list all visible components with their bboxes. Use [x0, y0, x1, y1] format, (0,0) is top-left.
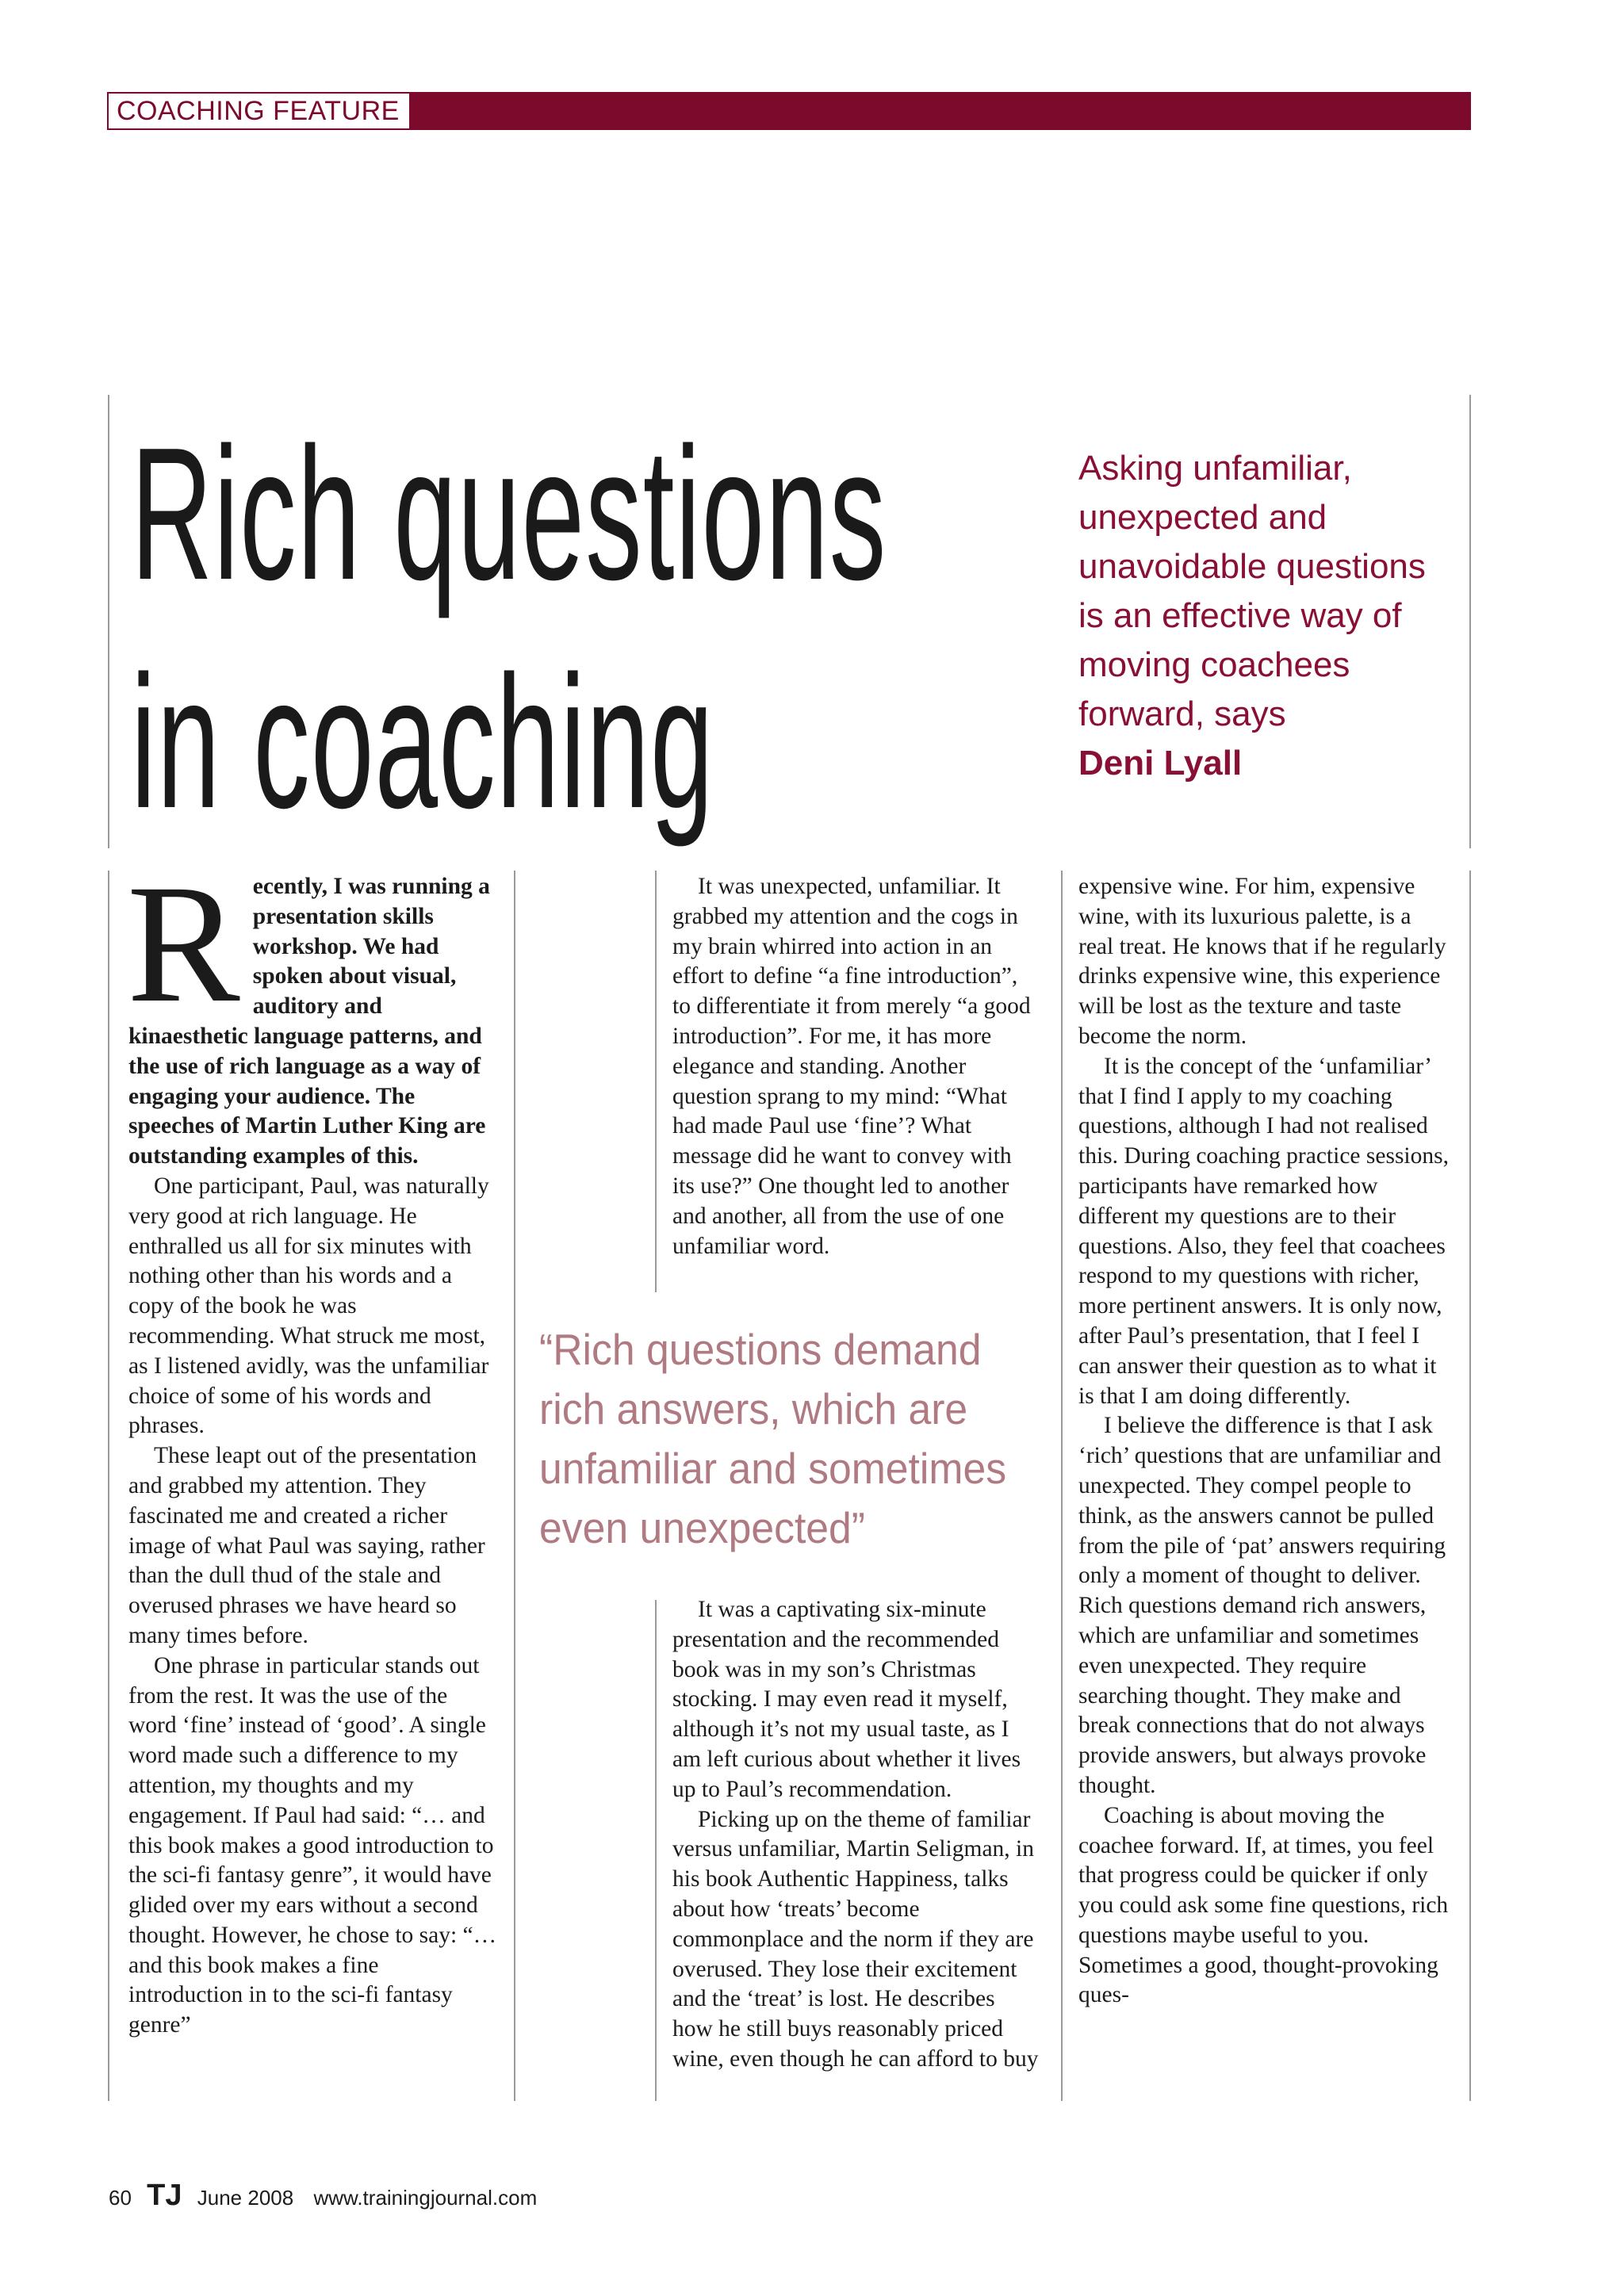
column-rule-1: [514, 871, 515, 2101]
issue-date: June 2008: [197, 2186, 294, 2210]
column-rule-2a: [655, 871, 657, 1292]
title-line-2: in coaching: [131, 637, 714, 848]
page-footer: [109, 2179, 537, 2213]
paragraph: It was a captivating six-minute presentation and the recommended book was in my son’s Christmas stocking. I may even read it myself, although it’s not my usual taste, as I am left curious about whether it lives up to Paul’s recommendation.: [672, 1597, 1021, 1802]
paragraph: It was unexpected, unfamiliar. It grabbed my attention and the cogs in my brain whirred into action in an effort to define “a fine introduction”, to differentiate it from merely “a good introduction”. For me, it has more elegance and standing. Another question sprang to my mind: “What had made Paul use ‘fine’? What message did he want to convey with its use?” One thought led to another and another, all from the use of one unfamiliar word.: [672, 874, 1031, 1259]
column-rule-left: [108, 871, 109, 2101]
website-link[interactable]: www.trainingjournal.com: [313, 2186, 538, 2210]
column-rule-2b: [655, 1600, 657, 2101]
article-title: [131, 400, 887, 857]
pull-quote: “Rich questions demand rich answers, which are unfamiliar and sometimes even unexpected”: [539, 1325, 1007, 1552]
body-column-1: [127, 850, 498, 2041]
section-label: COACHING FEATURE: [107, 92, 409, 130]
lead-text: ecently, I was running a presentation skills workshop. We had spoken about visual, auditory and kinaesthetic language patterns, and the use of rich language as a way of engaging your audience. The speeches of Martin Luther King are outstanding examples of this.: [128, 874, 490, 1169]
column-rule-3: [1061, 871, 1063, 2101]
drop-cap: R: [127, 850, 240, 1038]
publication-logo: TJ: [147, 2179, 182, 2212]
paragraph: It is the concept of the ‘unfamiliar’ that I find I apply to my coaching questions, although I had not realised this. During coaching practice sessions, participants have remarked how different my questions are to their questions. Also, they feel that coachees respond to my questions with richer, more pertinent answers. It is only now, after Paul’s presentation, that I feel I can answer their question as to what it is that I am doing differently.: [1078, 1053, 1449, 1409]
paragraph: Coaching is about moving the coachee forward. If, at times, you feel that progress could be quicker if only you could ask some fine questions, rich questions maybe useful to you. Sometimes a good, thought-provoking ques-: [1078, 1802, 1449, 2008]
author-name: Deni Lyall: [1078, 744, 1243, 783]
title-left-rule: [108, 395, 109, 848]
body-column-3: [1078, 872, 1450, 2011]
body-column-2-bottom: [672, 1595, 1039, 2075]
title-right-rule: [1469, 395, 1471, 848]
intro-paragraph: [127, 850, 498, 1172]
paragraph: Picking up on the theme of familiar versus unfamiliar, Martin Seligman, in his book Authentic Happiness, talks about how ‘treats’ become commonplace and the norm if they are overused. They lose their excitement and the ‘treat’ is lost. He describes how he still buys reasonably priced wine, even though he can afford to buy: [672, 1806, 1039, 2072]
paragraph: expensive wine. For him, expensive wine, with its luxurious palette, is a real treat. He knows that if he regularly drinks expensive wine, this experience will be lost as the texture and taste become the norm.: [1078, 874, 1446, 1049]
paragraph: One participant, Paul, was naturally very good at rich language. He enthralled us all for six minutes with nothing other than his words and a copy of the book he was recommending. What struck me most, as I listened avidly, was the unfamiliar choice of some of his words and phrases.: [128, 1173, 489, 1439]
title-line-1: Rich questions: [131, 409, 887, 619]
page-number: 60: [109, 2186, 132, 2210]
paragraph: I believe the difference is that I ask ‘rich’ questions that are unfamiliar and unexpected. They compel people to think, as the answers cannot be pulled from the pile of ‘pat’ answers requiring only a moment of thought to deliver. Rich questions demand rich answers, which are unfamiliar and sometimes even unexpected. They require searching thought. They make and break connections that do not always provide answers, but always provoke thought.: [1078, 1413, 1446, 1798]
paragraph: One phrase in particular stands out from the rest. It was the use of the word ‘fine’ instead of ‘good’. A single word made such a difference to my attention, my thoughts and my engagement. If Paul had said: “… and this book makes a good introduction to the sci-fi fantasy genre”, it would have glided over my ears without a second thought. However, he chose to say: “… and this book makes a fine introduction in to the sci-fi fantasy genre”: [128, 1652, 497, 2038]
standfirst: [1078, 444, 1451, 788]
standfirst-text: Asking unfamiliar, unexpected and unavoidable questions is an effective way of moving coachees forward, says: [1078, 449, 1426, 733]
body-column-2-top: [672, 872, 1039, 1261]
column-rule-right: [1469, 871, 1471, 2101]
paragraph: These leapt out of the presentation and grabbed my attention. They fascinated me and created a richer image of what Paul was saying, rather than the dull thud of the stale and overused phrases we have heard so many times before.: [128, 1443, 485, 1648]
